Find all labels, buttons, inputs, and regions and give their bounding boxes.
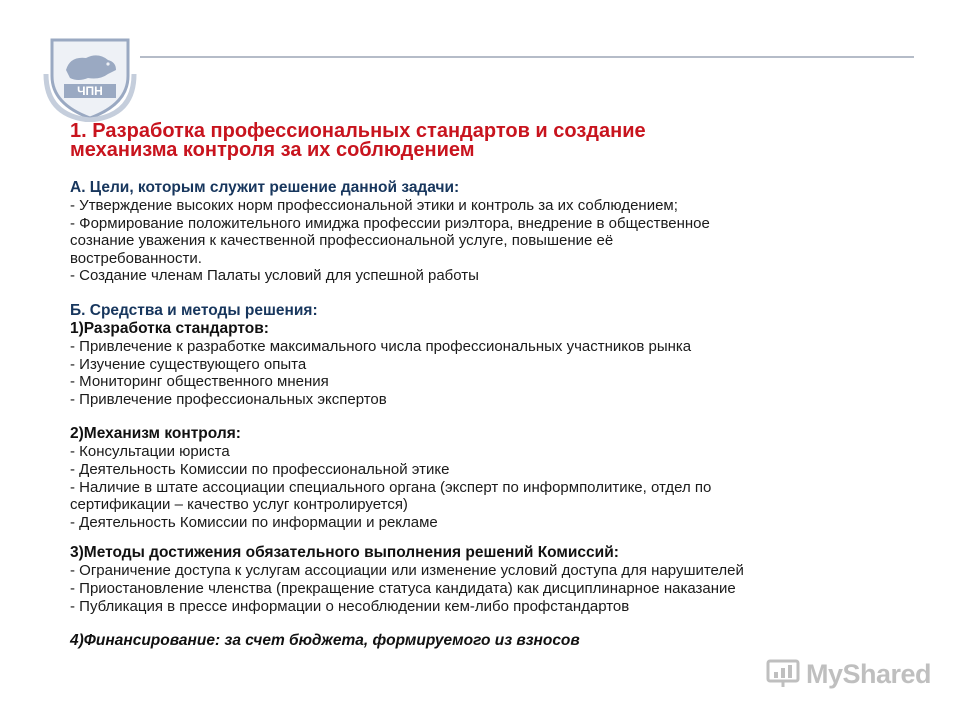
title-line: 1. Разработка профессиональных стандартов и создание <box>70 120 646 142</box>
goal-line: сознание уважения к качественной профессиональной услуге, повышение её <box>70 232 614 250</box>
myshared-watermark <box>766 656 931 692</box>
bear-shield-logo-icon <box>42 30 138 122</box>
control-line: - Деятельность Комиссии по информации и рекламе <box>70 513 438 531</box>
standards-line: - Привлечение профессиональных экспертов <box>70 390 387 408</box>
standards-heading: 1)Разработка стандартов: <box>70 319 269 337</box>
title-line: механизма контроля за их соблюдением <box>70 139 475 161</box>
slide-content <box>70 122 930 650</box>
presentation-board-icon <box>766 659 800 689</box>
section-a-heading: А. Цели, которым служит решение данной задачи: <box>70 179 460 196</box>
control-line: - Наличие в штате ассоциации специального органа (эксперт по информполитике, отдел по <box>70 478 712 496</box>
standards-line: - Привлечение к разработке максимального числа профессиональных участников рынка <box>70 337 692 355</box>
watermark-text: MyShared <box>806 658 932 689</box>
enforcement-heading: 3)Методы достижения обязательного выполнения решений Комиссий: <box>70 544 619 562</box>
control-heading: 2)Механизм контроля: <box>70 425 241 443</box>
control-line: - Консультации юриста <box>70 443 230 461</box>
standards-line: - Изучение существующего опыта <box>70 355 307 373</box>
organization-logo <box>42 30 138 122</box>
svg-text:ЧПН: ЧПН <box>77 84 103 98</box>
section-b-heading: Б. Средства и методы решения: <box>70 301 318 319</box>
slide-title <box>70 122 930 160</box>
standards-line: - Мониторинг общественного мнения <box>70 373 329 391</box>
funding-line: 4)Финансирование: за счет бюджета, формируемого из взносов <box>70 632 580 650</box>
goal-line: востребованности. <box>70 249 202 267</box>
enforcement-line: - Ограничение доступа к услугам ассоциации или изменение условий доступа для нарушителей <box>70 562 744 580</box>
top-divider <box>140 56 914 58</box>
enforcement-line: - Публикация в прессе информации о несоблюдении кем-либо профстандартов <box>70 597 630 615</box>
control-line: сертификации – качество услуг контролируется) <box>70 496 408 514</box>
goal-line: - Утверждение высоких норм профессиональной этики и контроль за их соблюдением; <box>70 197 678 214</box>
goal-line: - Создание членам Палаты условий для успешной работы <box>70 267 479 285</box>
enforcement-line: - Приостановление членства (прекращение статуса кандидата) как дисциплинарное наказание <box>70 579 736 597</box>
goal-line: - Формирование положительного имиджа профессии риэлтора, внедрение в общественное <box>70 214 710 232</box>
control-line: - Деятельность Комиссии по профессиональной этике <box>70 460 450 478</box>
